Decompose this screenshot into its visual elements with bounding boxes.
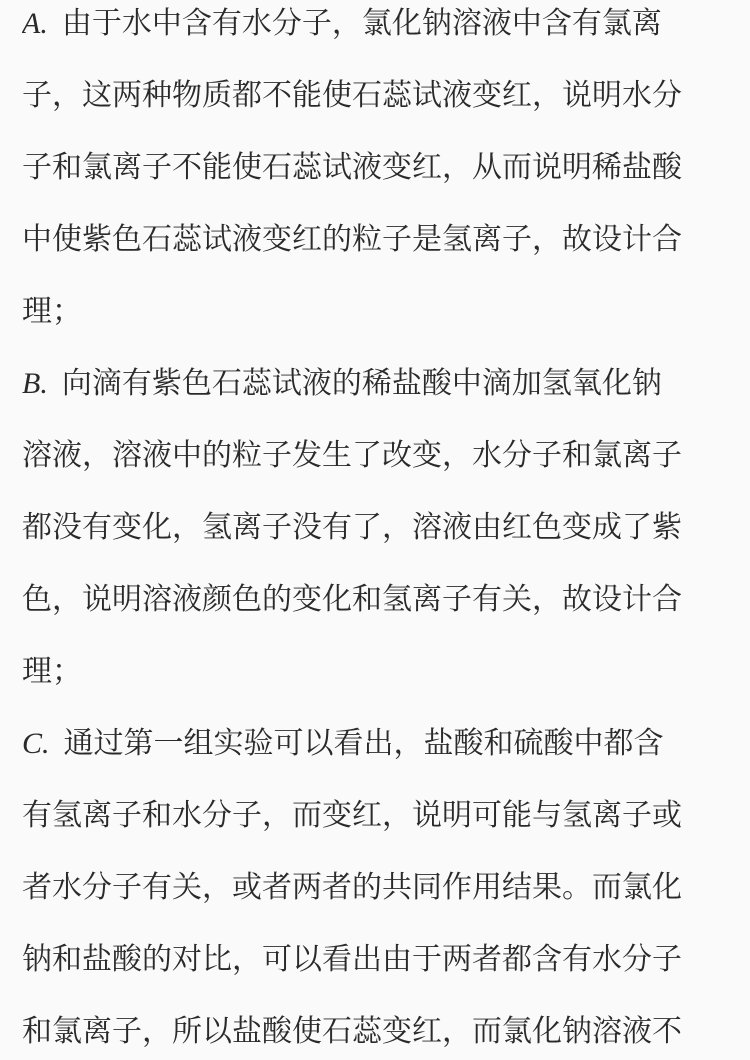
- line-text: 向滴有紫色石蕊试液的稀盐酸中滴加氢氧化钠: [61, 366, 662, 401]
- text-line: [22, 940, 728, 980]
- text-line: [22, 796, 728, 836]
- line-option-c: [22, 724, 728, 764]
- option-label-c: C.: [22, 727, 50, 760]
- option-label-b: B.: [22, 367, 48, 400]
- text-line: [22, 1012, 728, 1052]
- line-text: 色，说明溶液颜色的变化和氢离子有关，故设计合: [22, 582, 682, 617]
- text-line: [22, 580, 728, 620]
- line-text: 子和氯离子不能使石蕊试液变红，从而说明稀盐酸: [22, 150, 682, 185]
- text-line: [22, 76, 728, 116]
- line-text: 溶液，溶液中的粒子发生了改变，水分子和氯离子: [22, 438, 682, 473]
- line-text: 理；: [22, 654, 82, 689]
- option-label-a: A.: [22, 7, 48, 40]
- line-text: 中使紫色石蕊试液变红的粒子是氢离子，故设计合: [22, 222, 682, 257]
- line-option-b: [22, 364, 728, 404]
- text-line: [22, 508, 728, 548]
- line-option-a: [22, 4, 728, 44]
- line-text: 子，这两种物质都不能使石蕊试液变红，说明水分: [22, 78, 682, 113]
- line-text: 理；: [22, 294, 82, 329]
- line-text: 钠和盐酸的对比，可以看出由于两者都含有水分子: [22, 942, 682, 977]
- line-text: 由于水中含有水分子，氯化钠溶液中含有氯离: [61, 6, 662, 41]
- line-text: 有氢离子和水分子，而变红，说明可能与氢离子或: [22, 798, 682, 833]
- text-line: [22, 292, 728, 332]
- text-line: [22, 148, 728, 188]
- line-text: 都没有变化，氢离子没有了，溶液由红色变成了紫: [22, 510, 682, 545]
- line-text: 和氯离子，所以盐酸使石蕊变红，而氯化钠溶液不: [22, 1014, 682, 1049]
- line-text: 通过第一组实验可以看出，盐酸和硫酸中都含: [63, 726, 664, 761]
- text-line: [22, 868, 728, 908]
- line-text: 者水分子有关，或者两者的共同作用结果。而氯化: [22, 870, 682, 905]
- text-line: [22, 652, 728, 692]
- text-line: [22, 436, 728, 476]
- text-line: [22, 220, 728, 260]
